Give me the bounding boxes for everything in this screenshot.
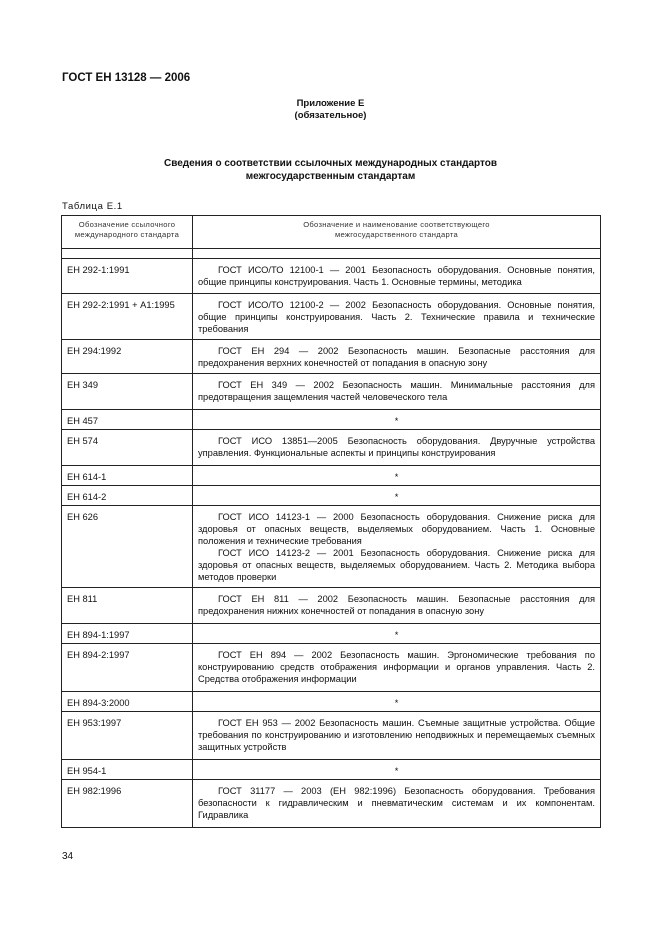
- interstate-standard-cell: [193, 340, 601, 374]
- table-row: [62, 486, 601, 506]
- standard-description: ГОСТ ИСО/ТО 12100-1 — 2001 Безопасность оборудования. Основные понятия, общие принципы конструирования. Часть 1. Основные термины, методика: [198, 265, 595, 287]
- no-equivalent-marker: *: [394, 492, 399, 502]
- table-row: [62, 760, 601, 780]
- document-standard-id: ГОСТ ЕН 13128 — 2006: [62, 72, 191, 84]
- table-row: [62, 374, 601, 410]
- correspondence-table: [61, 215, 601, 828]
- table-row: [62, 466, 601, 486]
- interstate-standard-cell: [193, 506, 601, 588]
- no-equivalent-marker: *: [394, 472, 399, 482]
- standard-description: ГОСТ 31177 — 2003 (ЕН 982:1996) Безопасность оборудования. Требования безопасности к гидравлическим и пневматическим системам и их компонентам. Гидравлика: [198, 786, 595, 820]
- table-row: [62, 259, 601, 294]
- column-header-international: [62, 216, 193, 249]
- page-number: 34: [62, 851, 74, 862]
- section-heading-line-1: Сведения о соответствии ссылочных международных стандартов: [163, 158, 498, 169]
- table-row: [62, 410, 601, 430]
- international-standard-cell: ЕН 626: [62, 506, 193, 588]
- standard-description: ГОСТ ИСО/ТО 12100-2 — 2002 Безопасность оборудования. Основные понятия, общие принципы конструирования. Часть 2. Технические правила и технические требования: [198, 300, 595, 334]
- section-heading: [0, 157, 661, 183]
- international-standard-cell: ЕН 614-2: [62, 486, 193, 506]
- international-standard-cell: ЕН 894-3:2000: [62, 692, 193, 712]
- spacer-cell: [62, 249, 193, 259]
- table-row: [62, 712, 601, 760]
- standard-description: ГОСТ ИСО 14123-2 — 2001 Безопасность оборудования. Снижение риска для здоровья от опасных веществ, выделяемых оборудованием. Часть 2. Методика выбора методов проверки: [198, 548, 595, 582]
- annex-header: [0, 98, 661, 122]
- interstate-standard-cell: [193, 624, 601, 644]
- interstate-standard-cell: [193, 410, 601, 430]
- standard-description: ГОСТ ЕН 953 — 2002 Безопасность машин. Съемные защитные устройства. Общие требования по конструированию и изготовлению неподвижных и перемещаемых съемных защитных устройств: [198, 718, 595, 752]
- international-standard-cell: ЕН 349: [62, 374, 193, 410]
- international-standard-cell: ЕН 457: [62, 410, 193, 430]
- header-spacer-row: [62, 249, 601, 259]
- international-standard-cell: ЕН 954-1: [62, 760, 193, 780]
- spacer-cell: [193, 249, 601, 259]
- no-equivalent-marker: *: [394, 698, 399, 708]
- annex-status: (обязательное): [294, 110, 367, 121]
- no-equivalent-marker: *: [394, 766, 399, 776]
- interstate-standard-cell: [193, 588, 601, 624]
- international-standard-cell: ЕН 894-2:1997: [62, 644, 193, 692]
- interstate-standard-cell: [193, 780, 601, 828]
- table-row: [62, 624, 601, 644]
- table-row: [62, 692, 601, 712]
- interstate-standard-cell: [193, 374, 601, 410]
- interstate-standard-cell: [193, 430, 601, 466]
- interstate-standard-cell: [193, 692, 601, 712]
- standard-description: ГОСТ ЕН 894 — 2002 Безопасность машин. Эргономические требования по конструированию средств отображения информации и органов управления. Часть 2. Средства отображения информации: [198, 650, 595, 684]
- interstate-standard-cell: [193, 294, 601, 340]
- interstate-standard-cell: [193, 259, 601, 294]
- table-header-row: [62, 216, 601, 249]
- standard-description: ГОСТ ИСО 13851—2005 Безопасность оборудования. Двуручные устройства управления. Функциональные аспекты и принципы конструирования: [198, 436, 595, 458]
- section-heading-line-2: межгосударственным стандартам: [245, 171, 416, 182]
- annex-title: Приложение Е: [296, 98, 365, 109]
- international-standard-cell: ЕН 292-2:1991 + А1:1995: [62, 294, 193, 340]
- interstate-standard-cell: [193, 712, 601, 760]
- table-row: [62, 340, 601, 374]
- international-standard-cell: ЕН 811: [62, 588, 193, 624]
- interstate-standard-cell: [193, 466, 601, 486]
- standard-description: ГОСТ ЕН 349 — 2002 Безопасность машин. Минимальные расстояния для предотвращения защемления частей человеческого тела: [198, 380, 595, 402]
- column-header-international-line-1: Обозначение ссылочного: [78, 220, 176, 229]
- table-row: [62, 588, 601, 624]
- interstate-standard-cell: [193, 760, 601, 780]
- interstate-standard-cell: [193, 644, 601, 692]
- column-header-interstate-line-2: межгосударственного стандарта: [334, 230, 459, 239]
- table-row: [62, 430, 601, 466]
- table-row: [62, 780, 601, 828]
- standard-description: ГОСТ ЕН 294 — 2002 Безопасность машин. Безопасные расстояния для предохранения верхних конечностей от попадания в опасную зону: [198, 346, 595, 368]
- table-row: [62, 294, 601, 340]
- standard-description: ГОСТ ЕН 811 — 2002 Безопасность машин. Безопасные расстояния для предохранения нижних конечностей от попадания в опасную зону: [198, 594, 595, 616]
- column-header-interstate: [193, 216, 601, 249]
- international-standard-cell: ЕН 574: [62, 430, 193, 466]
- international-standard-cell: ЕН 982:1996: [62, 780, 193, 828]
- table-caption: Таблица Е.1: [62, 201, 123, 212]
- table-row: [62, 644, 601, 692]
- no-equivalent-marker: *: [394, 416, 399, 426]
- column-header-interstate-line-1: Обозначение и наименование соответствующего: [303, 220, 490, 229]
- table-row: [62, 506, 601, 588]
- interstate-standard-cell: [193, 486, 601, 506]
- standard-description: ГОСТ ИСО 14123-1 — 2000 Безопасность оборудования. Снижение риска для здоровья от опасных веществ, выделяемых оборудованием. Часть 1. Основные положения и технические требования: [198, 512, 595, 546]
- international-standard-cell: ЕН 294:1992: [62, 340, 193, 374]
- international-standard-cell: ЕН 953:1997: [62, 712, 193, 760]
- international-standard-cell: ЕН 292-1:1991: [62, 259, 193, 294]
- international-standard-cell: ЕН 614-1: [62, 466, 193, 486]
- column-header-international-line-2: международного стандарта: [74, 230, 180, 239]
- no-equivalent-marker: *: [394, 630, 399, 640]
- international-standard-cell: ЕН 894-1:1997: [62, 624, 193, 644]
